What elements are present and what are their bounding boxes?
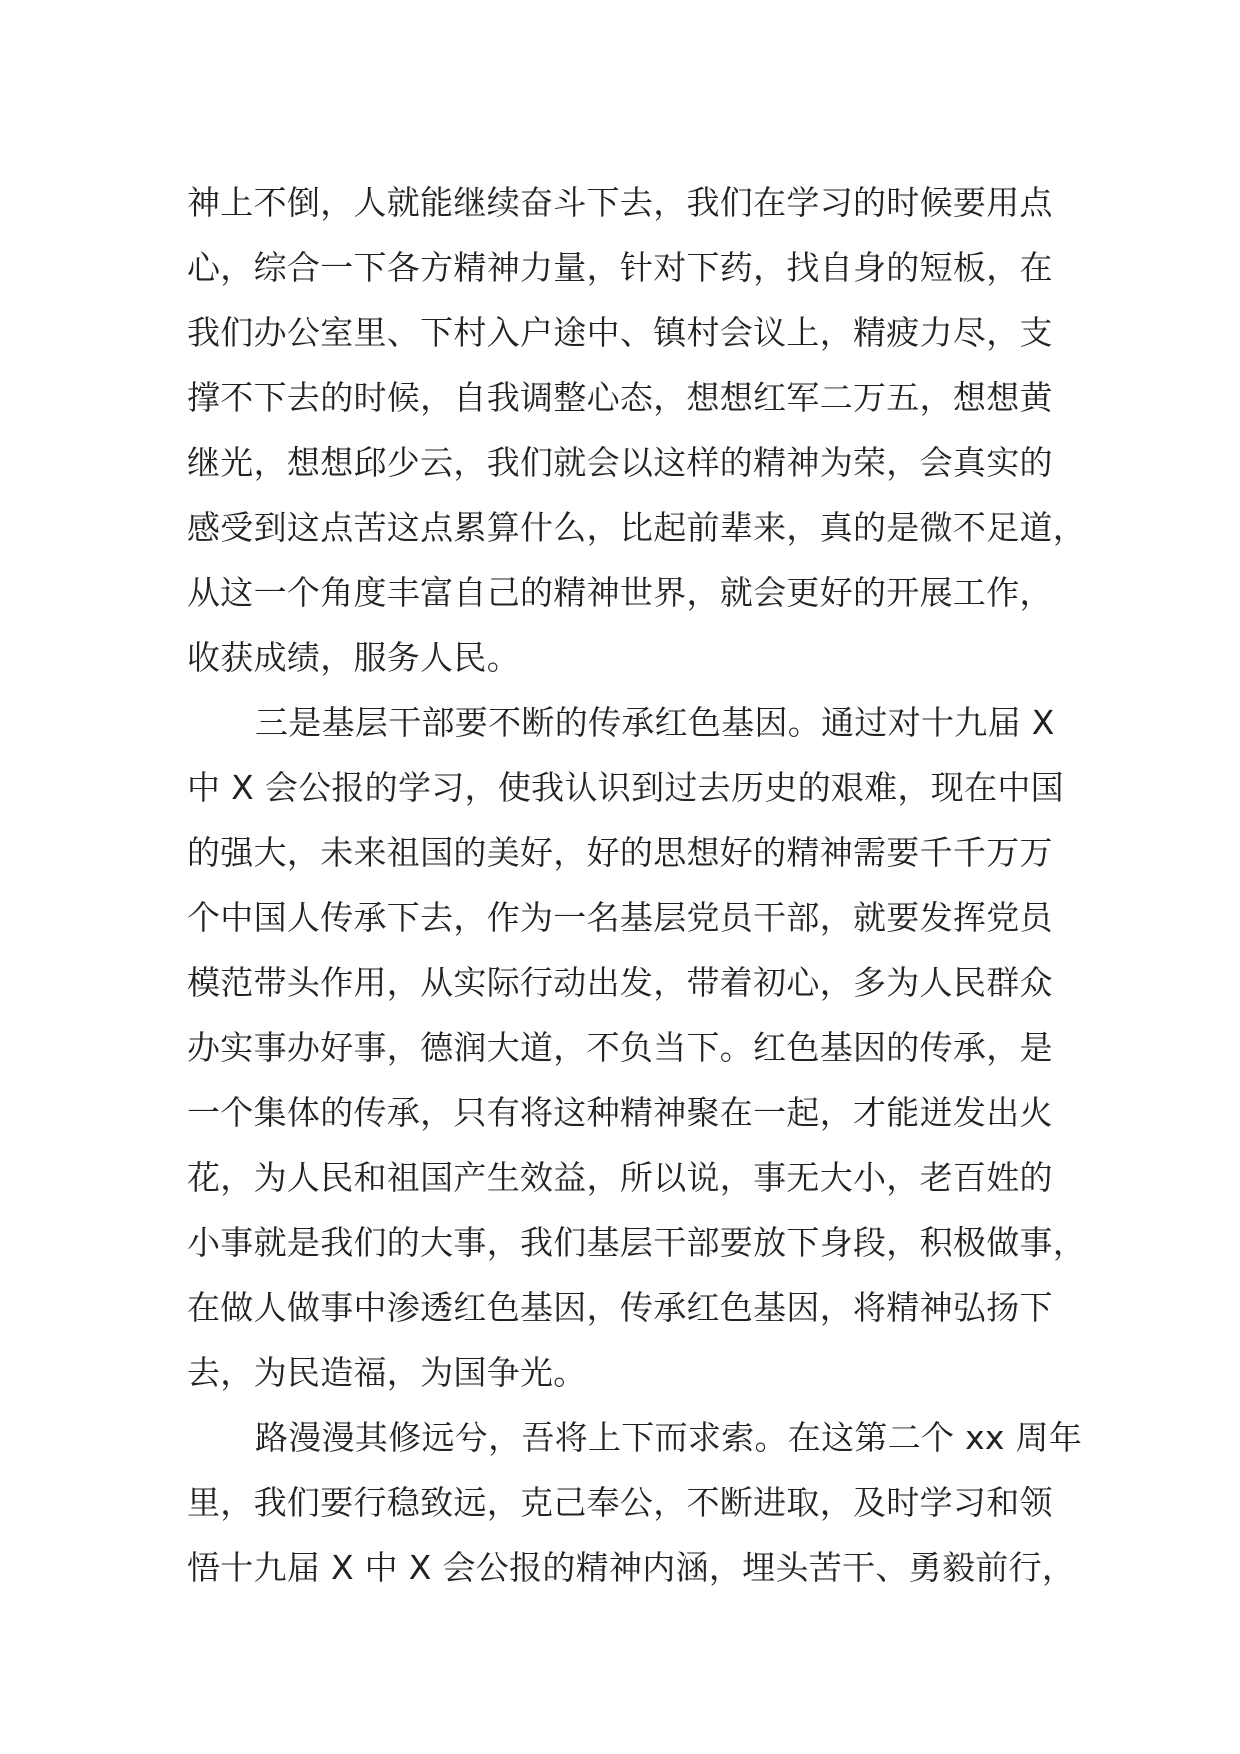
text-line: 的强大，未来祖国的美好，好的思想好的精神需要千千万万 xyxy=(187,833,1053,872)
text-line: 从这一个角度丰富自己的精神世界，就会更好的开展工作， xyxy=(187,573,1053,612)
text-line: 小事就是我们的大事，我们基层干部要放下身段，积极做事， xyxy=(187,1223,1087,1262)
text-line: 里，我们要行稳致远，克己奉公，不断进取，及时学习和领 xyxy=(187,1483,1053,1522)
text-line: 办实事办好事，德润大道，不负当下。红色基因的传承，是 xyxy=(187,1028,1053,1067)
text-line: 中 X 会公报的学习，使我认识到过去历史的艰难，现在中国 xyxy=(187,768,1064,807)
text-line: 个中国人传承下去，作为一名基层党员干部，就要发挥党员 xyxy=(187,898,1053,937)
text-line: 悟十九届 X 中 X 会公报的精神内涵，埋头苦干、勇毅前行， xyxy=(187,1548,1076,1587)
text-line: 撑不下去的时候，自我调整心态，想想红军二万五，想想黄 xyxy=(187,378,1053,417)
text-line: 继光，想想邱少云，我们就会以这样的精神为荣，会真实的 xyxy=(187,443,1053,482)
text-line: 模范带头作用，从实际行动出发，带着初心，多为人民群众 xyxy=(187,963,1053,1002)
text-line: 去，为民造福，为国争光。 xyxy=(187,1353,587,1392)
text-line: 感受到这点苦这点累算什么，比起前辈来，真的是微不足道， xyxy=(187,508,1087,547)
text-line: 在做人做事中渗透红色基因，传承红色基因，将精神弘扬下 xyxy=(187,1288,1053,1327)
document-body xyxy=(187,170,1087,1600)
text-line: 心，综合一下各方精神力量，针对下药，找自身的短板，在 xyxy=(187,248,1053,287)
text-line: 神上不倒，人就能继续奋斗下去，我们在学习的时候要用点 xyxy=(187,183,1053,222)
paragraph-start-line: 路漫漫其修远兮，吾将上下而求索。在这第二个 xx 周年 xyxy=(255,1418,1083,1457)
text-line: 花，为人民和祖国产生效益，所以说，事无大小，老百姓的 xyxy=(187,1158,1053,1197)
text-line: 一个集体的传承，只有将这种精神聚在一起，才能迸发出火 xyxy=(187,1093,1053,1132)
paragraph-start-line: 三是基层干部要不断的传承红色基因。通过对十九届 X xyxy=(255,703,1055,742)
text-line: 我们办公室里、下村入户途中、镇村会议上，精疲力尽，支 xyxy=(187,313,1053,352)
text-line: 收获成绩，服务人民。 xyxy=(187,638,520,677)
